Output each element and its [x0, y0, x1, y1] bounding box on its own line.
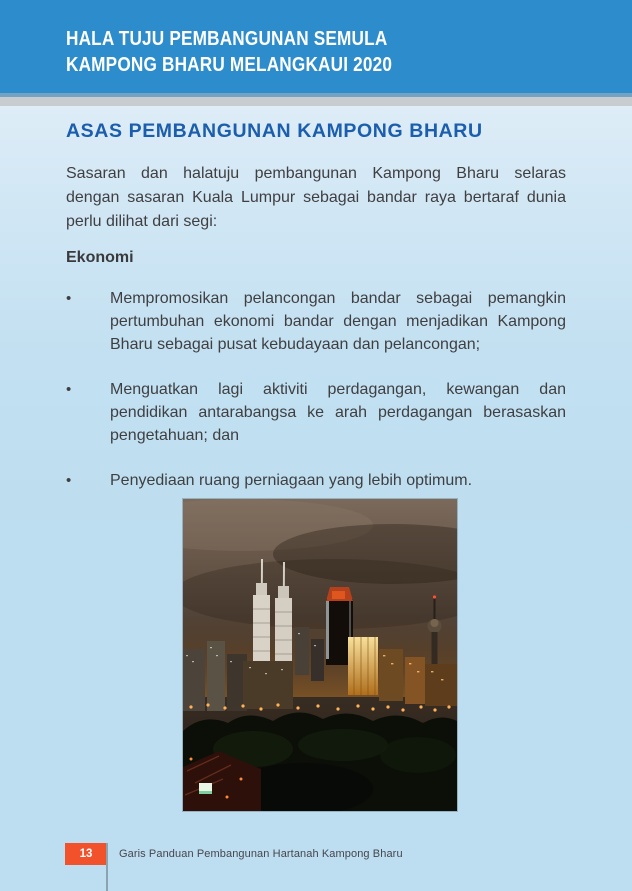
- bullet-line: Bharu sebagai pusat kebudayaan dan pelancongan;: [110, 336, 481, 353]
- intro-line: perlu dilihat dari segi:: [66, 213, 218, 230]
- chapter-title-line1: HALA TUJU PEMBANGUNAN SEMULA: [66, 28, 388, 50]
- footer-divider: [106, 843, 108, 891]
- bullet-line: pengetahuan; dan: [110, 427, 240, 444]
- chapter-title: [66, 26, 392, 78]
- intro-line: dengan sasaran Kuala Lumpur sebagai bandar raya bertaraf dunia: [66, 189, 566, 206]
- bullet-line: pendidikan antarabangsa ke arah perdagangan berasaskan: [110, 404, 566, 421]
- bullet-text: [110, 287, 566, 356]
- bullet-marker: •: [66, 381, 72, 398]
- page-number: 13: [79, 848, 93, 860]
- subheading-ekonomi: Ekonomi: [66, 249, 134, 266]
- kl-skyline-photo: [183, 499, 457, 811]
- page-number-badge: [65, 843, 107, 865]
- bullet-line: Mempromosikan pelancongan bandar sebagai pemangkin: [110, 290, 566, 307]
- intro-paragraph: [66, 162, 566, 234]
- header-separator: [0, 97, 632, 106]
- bullet-item: [66, 287, 566, 356]
- bullet-list: [66, 287, 566, 514]
- bullet-text: [110, 469, 566, 492]
- gold-building: [348, 637, 378, 695]
- bullet-text: [110, 378, 566, 447]
- intro-line: Sasaran dan halatuju pembangunan Kampong Bharu selaras: [66, 165, 566, 182]
- kl-skyline-photo-art: [183, 499, 457, 811]
- bullet-marker: •: [66, 472, 72, 489]
- bullet-line: pertumbuhan ekonomi bandar dengan menjadikan Kampong: [110, 313, 566, 330]
- bullet-item: [66, 378, 566, 447]
- bullet-line: Penyediaan ruang perniagaan yang lebih optimum.: [110, 472, 473, 489]
- bullet-marker: •: [66, 290, 72, 307]
- section-heading: ASAS PEMBANGUNAN KAMPONG BHARU: [66, 120, 483, 142]
- chapter-title-line2: KAMPONG BHARU MELANGKAUI 2020: [66, 54, 393, 76]
- bullet-line: Menguatkan lagi aktiviti perdagangan, kewangan dan: [110, 381, 566, 398]
- bullet-item: [66, 469, 566, 492]
- footer-title: Garis Panduan Pembangunan Hartanah Kampong Bharu: [119, 848, 403, 860]
